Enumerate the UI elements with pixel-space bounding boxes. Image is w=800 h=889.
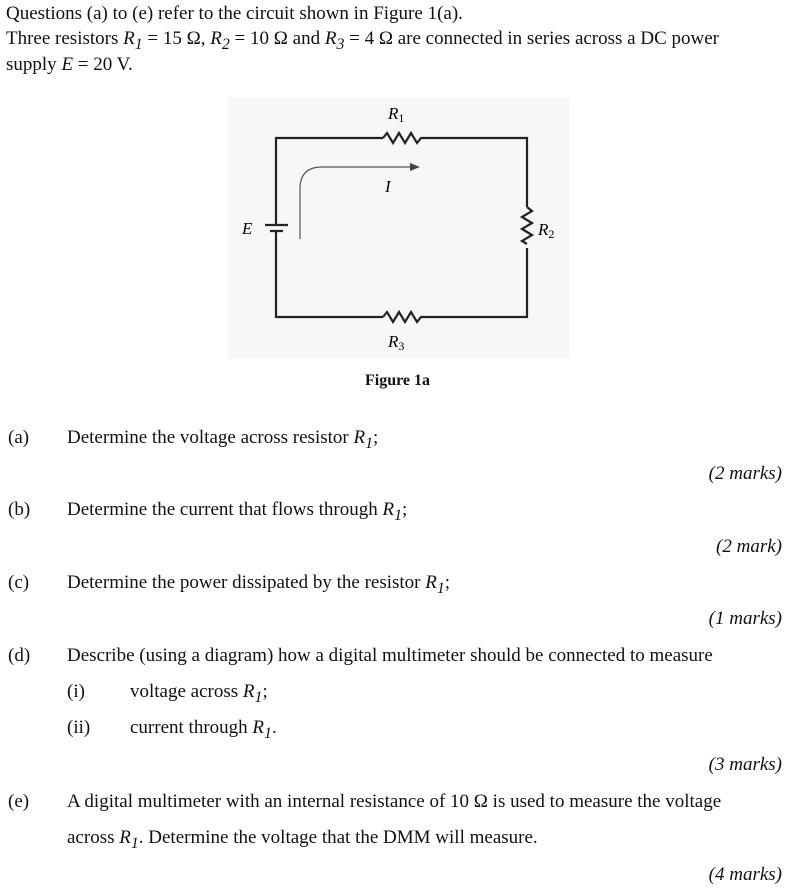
resistor-r2-icon [522,207,532,244]
question-label: (a) [8,427,30,448]
text: = 20 V. [73,54,133,75]
label-r2: R2 [538,220,555,241]
question-text: Determine the power dissipated by the resistor $R_1$; [67,572,451,597]
circuit-diagram [228,97,570,359]
question-label: (c) [8,572,30,593]
figure-caption: Figure 1a [365,372,431,389]
question-label: (e) [8,791,30,812]
text: = 15 Ω, [142,28,211,49]
marks: (2 marks) [708,463,782,484]
text: Questions (a) to (e) refer to the circuit shown in Figure 1(a). [6,3,463,24]
battery-icon [265,225,288,231]
sub: 2 [221,35,230,53]
text: Three resistors [6,28,124,49]
intro-line-1 [6,3,463,25]
marks: (2 mark) [716,536,782,557]
label-r1: R1 [388,104,405,125]
resistor-r1-icon [383,133,425,143]
question-label: (b) [8,499,31,520]
wire [276,138,527,317]
question-text-cont: across $R_1$. Determine the voltage that the DMM will measure. [67,827,538,852]
question-text: Determine the current that flows through $R_1$; [67,499,408,524]
var: R [123,28,135,49]
text: supply [6,54,62,75]
var: R [210,28,222,49]
sub-item-label: (i) [67,681,85,702]
marks: (4 marks) [708,864,782,885]
question-label: (d) [8,645,31,666]
label-i: I [385,177,391,196]
intro-line-2 [6,28,719,56]
marks: (1 marks) [708,608,782,629]
sub: 3 [336,35,345,53]
circuit-figure [228,97,570,359]
question-text: Determine the voltage across resistor $R_1$; [67,427,379,452]
current-arrow-icon [300,167,410,239]
sub-item-label: (ii) [67,717,91,738]
text: = 10 Ω and [229,28,325,49]
label-e: E [242,219,253,238]
label-r3: R3 [388,332,405,353]
question-text: A digital multimeter with an internal resistance of 10 Ω is used to measure the voltage [67,791,722,812]
marks: (3 marks) [708,754,782,775]
intro-line-3 [6,54,133,76]
sub-item-text: voltage across $R_1$; [130,681,268,706]
sub-item-text: current through $R_1$. [130,717,277,742]
resistor-r3-icon [383,312,425,322]
var: E [61,54,74,75]
var: R [324,28,337,49]
text: = 4 Ω are connected in series across a DC power [344,28,719,49]
sub: 1 [134,35,143,53]
question-text: Describe (using a diagram) how a digital multimeter should be connected to measure [67,645,713,666]
